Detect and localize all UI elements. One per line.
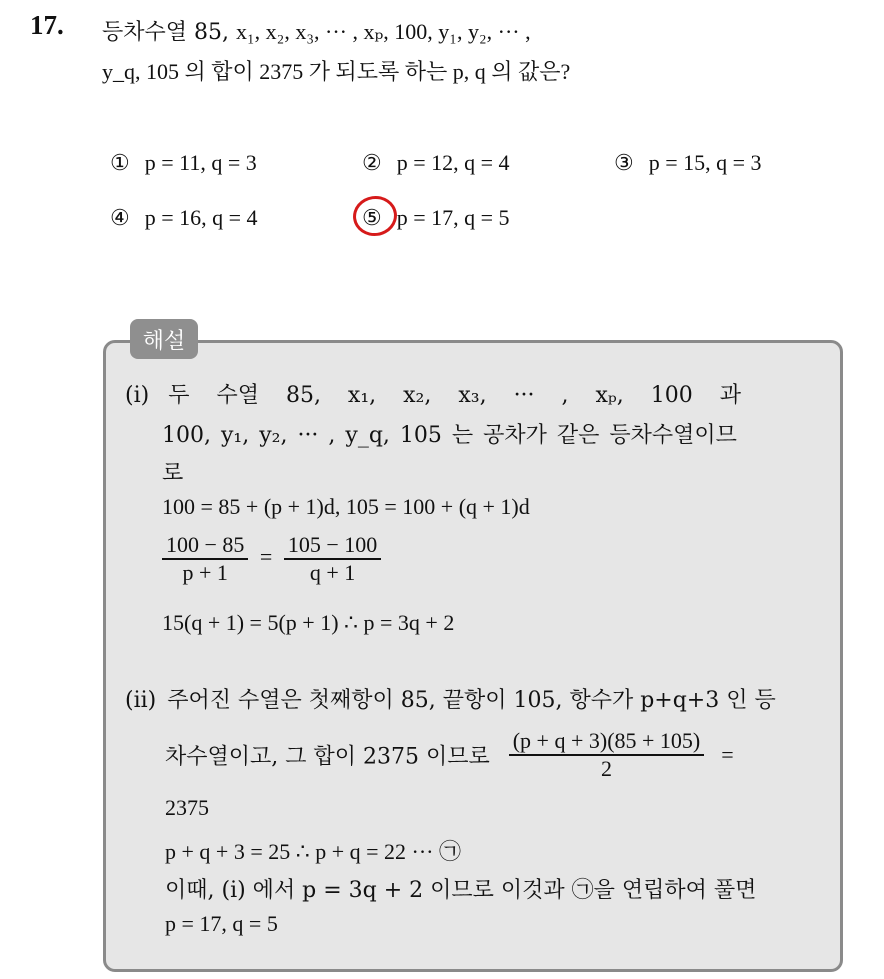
problem-statement-line2: y_q, 105 의 합이 2375 가 되도록 하는 p, q 의 값은? [102,59,571,84]
problem-number: 17. [30,10,64,40]
solution-part1-line3: 로 [162,461,184,486]
problem-statement-line1-a: 등차수열 85, [102,20,229,45]
selected-answer-circle [350,193,399,239]
solution-part1-line1-text: 두 수열 85, x₁, x₂, x₃, ··· , xₚ, 100 과 [168,383,741,408]
solution-part2-line2 [165,728,734,782]
solution-tag: 해설 [130,319,198,359]
choice-3-text: p = 15, q = 3 [648,150,762,175]
choice-5-text: p = 17, q = 5 [396,205,510,230]
solution-part2-fraction-denominator: 2 [601,756,612,781]
solution-part2-fraction [509,728,705,782]
fraction-right-numerator: 105 − 100 [284,532,381,560]
choice-4-text: p = 16, q = 4 [144,205,258,230]
choice-2-text: p = 12, q = 4 [396,150,510,175]
fraction-left [162,532,248,586]
fraction-left-numerator: 100 − 85 [162,532,248,560]
solution-part2-line2-text: 차수열이고, 그 합이 2375 이므로 [165,744,490,770]
solution-part2-line5: 이때, (i) 에서 p = 3q + 2 이므로 이것과 ㉠을 연립하여 풀면 [165,878,757,903]
choice-3-mark: ③ [614,151,634,176]
choice-5-mark: ⑤ [362,206,382,231]
solution-part1-fraction-eq [162,532,381,586]
solution-part1-line1 [125,378,741,409]
choice-1-mark: ① [110,151,130,176]
choice-1[interactable] [110,150,257,176]
fraction-right [284,532,381,586]
solution-part2-line3: 2375 [165,795,209,820]
problem-statement-line1 [102,15,531,46]
choice-4[interactable] [110,205,258,231]
solution-part1-eq1: 100 = 85 + (p + 1)d, 105 = 100 + (q + 1)d [162,494,530,519]
solution-part1-eq3: 15(q + 1) = 5(p + 1) ∴ p = 3q + 2 [162,610,455,635]
solution-part2-answer: p = 17, q = 5 [165,911,278,936]
solution-part2-label: (ii) [125,688,157,713]
solution-part2-fraction-equals: = [721,742,734,767]
solution-part1-line2: 100, y₁, y₂, ··· , y_q, 105 는 공차가 같은 등차수열이므 [162,423,737,448]
solution-part2-line1-text: 주어진 수열은 첫째항이 85, 끝항이 105, 항수가 p+q+3 인 등 [167,688,776,713]
fraction-left-denominator: p + 1 [182,560,228,585]
choice-1-text: p = 11, q = 3 [144,150,257,175]
fraction-right-denominator: q + 1 [309,560,356,585]
choice-2[interactable] [362,150,510,176]
solution-part2-eq1: p + q + 3 = 25 ∴ p + q = 22 ··· ㉠ [165,839,462,864]
choice-3[interactable] [614,150,762,176]
solution-part2-line1 [125,683,776,714]
solution-part2-fraction-numerator: (p + q + 3)(85 + 105) [509,728,705,756]
choice-2-mark: ② [362,151,382,176]
solution-part1-label: (i) [125,383,150,408]
fraction-equals: = [259,544,273,570]
problem-statement-line1-b: x₁, x₂, x₃, ··· , xₚ, 100, y₁, y₂, ··· , [236,19,531,44]
choice-4-mark: ④ [110,206,130,231]
